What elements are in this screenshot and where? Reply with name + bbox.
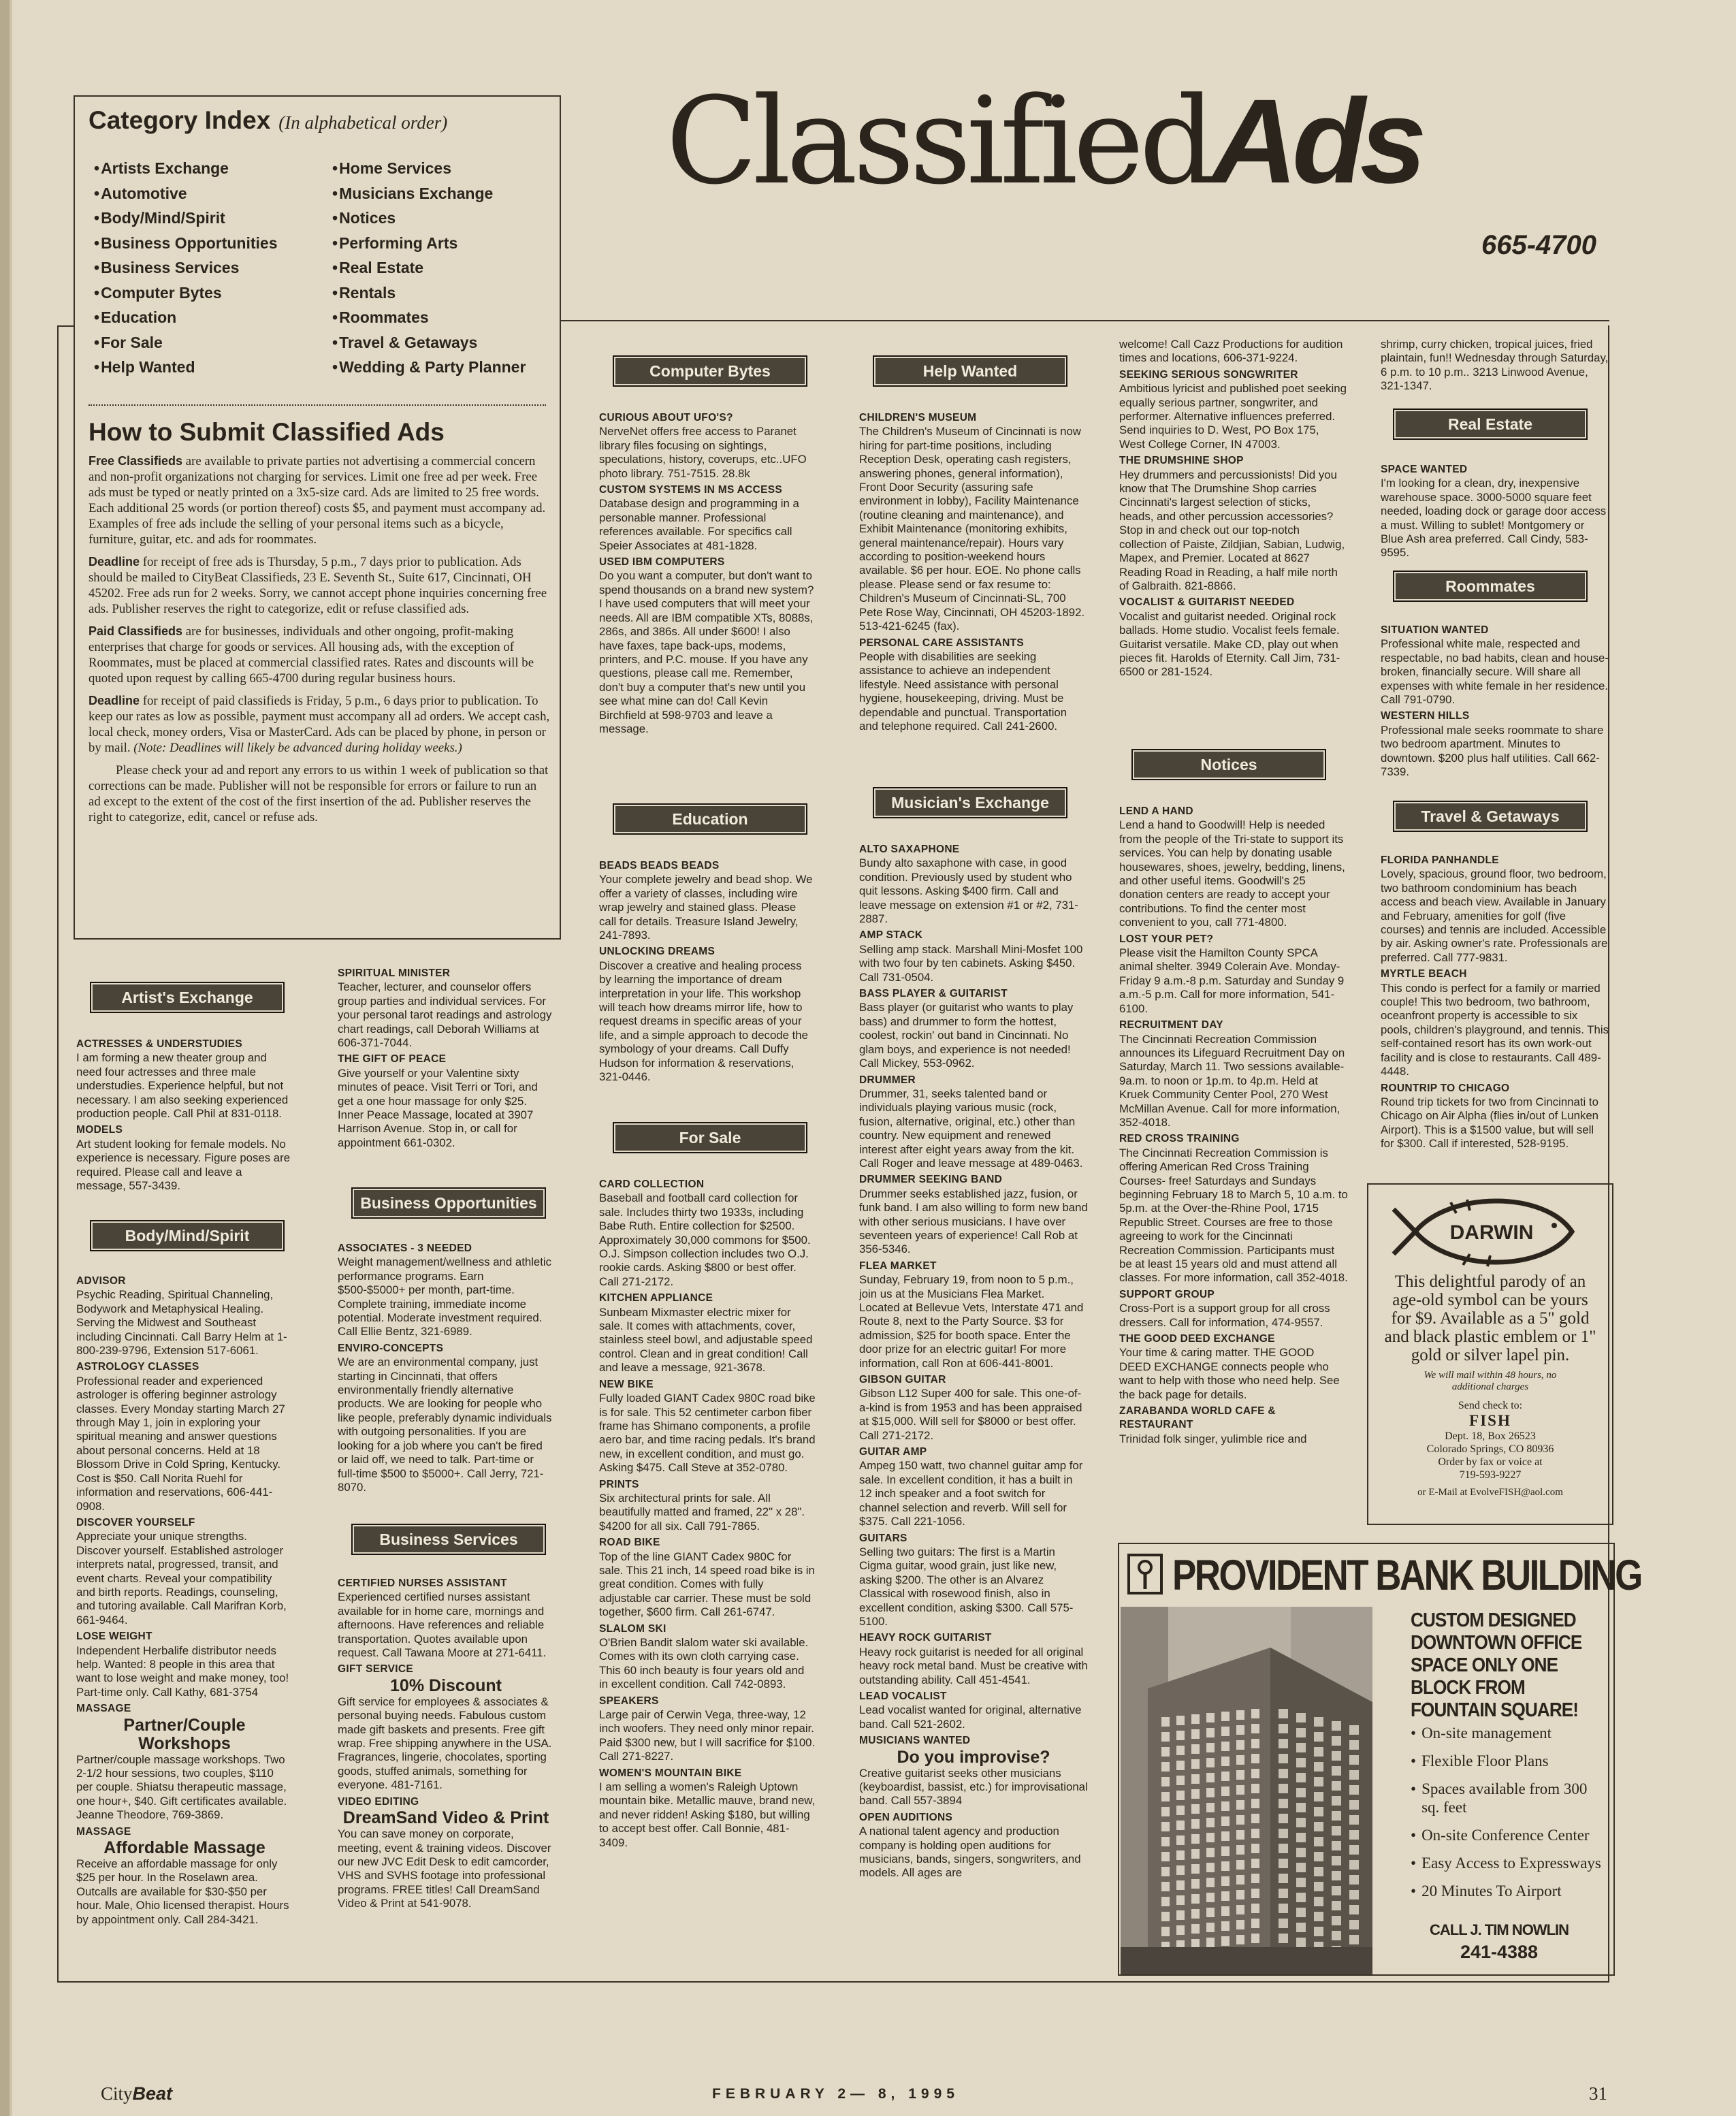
ad-heading: CHILDREN'S MUSEUM — [859, 412, 977, 423]
ad-body: Round trip tickets for two from Cincinnati to Chicago on Air Alpha (flies in/out of Lunken Airport). This is a $1500 value, but will sell for $300. Call if interested, 528-9195. — [1381, 1095, 1598, 1151]
ad-heading: ACTRESSES & UNDERSTUDIES — [76, 1038, 243, 1050]
ad-heading: SUPPORT GROUP — [1119, 1288, 1215, 1300]
ad-heading: SPIRITUAL MINISTER — [338, 967, 451, 979]
section-header-education: Education — [613, 803, 807, 835]
musicians-exchange-ads — [859, 840, 1088, 1970]
ad-body: Ambitious lyricist and published poet seeking equally serious partner, songwriter, and performer. Alternative influences preferred. Send inquiries to D. West, PO Box 175, West College Corner, IN 47003. — [1119, 382, 1347, 451]
section-header-travel: Travel & Getaways — [1393, 801, 1588, 832]
ad-body: Give yourself or your Valentine sixty minutes of peace. Visit Terri or Tori, and get a one hour massage for only $25. Inner Peace Massage, located at 3907 Harrison Avenue. Stop in, or call for appointment 661-0302. — [338, 1066, 538, 1149]
ad-body: The Cincinnati Recreation Commission announces its Lifeguard Recruitment Day on Saturday, March 11. Two sessions available- 9a.m. to noon or 1p.m. to 4p.m. Held at Kruek Community Center Pool, 270 West McMillan Avenue. Call for more information, 352-4018. — [1119, 1032, 1345, 1129]
musicians-exchange-ads-cont — [1119, 338, 1348, 739]
ad-heading: GUITARS — [859, 1532, 907, 1544]
ad-body: Your complete jewelry and bead shop. We offer a variety of classes, including wire wrap jewelry and stained glass. Please call for details. Treasure Island Jewelry, 241-7893. — [599, 873, 813, 942]
ad-heading: MASSAGE — [76, 1825, 131, 1838]
category-item: • Notices — [329, 209, 554, 227]
ad-heading: ROUNTRIP TO CHICAGO — [1381, 1082, 1510, 1094]
notices-ads-cont — [1381, 338, 1609, 399]
ad-heading: WOMEN'S MOUNTAIN BIKE — [599, 1767, 742, 1779]
ad-body: Fully loaded GIANT Cadex 980C road bike is for sale. This 52 centimeter carbon fiber frame has Shimano components, a profile aero bar, and time racing pedals. It's brand new, in excellent condition, and must go. Asking $475. Call Steve at 352-0780. — [599, 1392, 816, 1475]
bullet-icon: • — [1411, 1855, 1417, 1872]
ad-body: Partner/couple massage workshops. Two 2-1/2 hour sessions, two couples, $110 per couple. Shiatsu therapeutic massage, one hour+, $40. Gift certificates available. Jeanne Theodore, 769-3869. — [76, 1752, 287, 1822]
footer-logo: CityBeat — [101, 2083, 173, 2104]
howto-title: How to Submit Classified Ads — [89, 418, 445, 446]
ad-body: Gift service for employees & associates & personal buying needs. Fabulous custom made gift baskets and presents. Free gift wrap. Free shipping anywhere in the USA. Fragrances, lingerie, chocolates, sporting goods, stuffed animals, something for everyone. 481-7161. — [338, 1695, 552, 1792]
ad-heading: AMP STACK — [859, 929, 923, 942]
ad-body: Gibson L12 Super 400 for sale. This one-of-a-kind is from 1953 and has been appraised at $15,000. Will sell for $8000 or best offer. Call 271-2172. — [859, 1387, 1082, 1442]
footer-page-number: 31 — [1589, 2083, 1607, 2104]
provident-bullet-item — [1411, 1854, 1608, 1872]
provident-bullet-item — [1411, 1752, 1608, 1770]
section-header-help: Help Wanted — [873, 355, 1067, 387]
bullet-icon: • — [1411, 1780, 1417, 1797]
category-item: • Business Services — [91, 259, 316, 276]
ad-body: Selling two guitars: The first is a Martin Cigma guitar, wood grain, just like new, asking $200. The other is an Alvarez Classical with rosewood finish, also in excellent condition, asking $300. Call 575-5100. — [859, 1545, 1074, 1628]
ad-heading: DRUMMER SEEKING BAND — [859, 1174, 1003, 1186]
category-item: • Roommates — [329, 308, 554, 326]
ad-heading: RECRUITMENT DAY — [1119, 1019, 1223, 1031]
ad-heading: RED CROSS TRAINING — [1119, 1133, 1240, 1145]
section-header-artists: Artist's Exchange — [90, 982, 285, 1013]
ad-body: shrimp, curry chicken, tropical juices, fried plaintain, fun!! Wednesday through Saturday, 6 p.m. to 10 p.m.. 3213 Linwood Avenue, 321-1347. — [1381, 338, 1609, 393]
ad-heading: NEW BIKE — [599, 1378, 654, 1390]
ad-display-line: 10% Discount — [390, 1676, 502, 1695]
ad-heading: UNLOCKING DREAMS — [599, 946, 716, 958]
ad-body: Independent Herbalife distributor needs help. Wanted: 8 people in this area that want to lose weight and make money, too! Part-time only. Call Kathy, 681-3754 — [76, 1644, 289, 1699]
submission-rules: Free Classifieds are available to private parties not advertising a commercial concern and non-profit organizations not charging for services. Limit one free ad per week. Free ads must be typed or neatly printed on a 3x5-size card. Ads are limited to 25 free words. Each additional 25 words (or portion thereof) costs $5, and payment must accompany ad. Examples of free ads include the selling of your personal items such as a bicycle, furniture, guitar, etc. and ads for roommates. Deadline for receipt of free ads is Thursday, 5 p.m., 7 days prior to publication. Ads should be mailed to CityBeat Classifieds, 23 E. Seventh St., Suite 617, Cincinnati, OH 45202. Free ads run for 2 weeks. Sorry, we cannot accept phone inquiries concerning free ads. Publisher reserves the right to categorize, edit or refuse classified ads. Paid Classifieds are for businesses, individuals and other ongoing, profit-making enterprises that charge for goods or services. All housing ads, with the exception of Roommates, must be placed at commercial classified rates. Rates and discounts will be quoted upon request by calling 665-4700 during regular business hours. Deadline for receipt of paid classifieds is Friday, 5 p.m., 6 days prior to publication. To keep our rates as low as possible, payment must accompany all ad orders. We accept cash, local check, money orders, Visa or MasterCard. Ads can be placed by phone, in person or by mail. (Note: Deadlines will likely be advanced during holiday weeks.) Please check your ad and report any errors to us within 1 week of publication so that corrections can be made. Publisher will not be responsible for errors or failure to run an ad except to the extent of the cost of the first insertion of the ad. Publisher reserves the right to categorize, edit, cancel or refuse ads. — [89, 454, 550, 824]
bullet-icon: • — [1411, 1882, 1417, 1899]
ad-body: Hey drummers and percussionists! Did you know that The Drumshine Shop carries Cincinnati's largest selection of sticks, heads, and other percussion accessories? Stop in and check out our top-notch collection of Paiste, Zildjian, Sabian, Ludwig, Mapex, and Premier. Located at 8627 Reading Road in Reading, a half mile north of Galbraith. 821-8866. — [1119, 468, 1345, 592]
ad-body: Six architectural prints for sale. All beautifully matted and framed, 22" x 28". $4200 for all six. Call 791-7865. — [599, 1491, 805, 1533]
provident-title: PROVIDENT BANK BUILDING — [1172, 1552, 1641, 1599]
provident-bullet-text: On-site Conference Center — [1421, 1827, 1590, 1844]
category-item: • Artists Exchange — [91, 159, 316, 177]
ad-heading: LEND A HAND — [1119, 805, 1193, 817]
provident-bullet-text: Easy Access to Expressways — [1421, 1855, 1601, 1872]
ad-body: welcome! Call Cazz Productions for audition times and locations, 606-371-9224. — [1119, 338, 1343, 365]
provident-bullet-text: Spaces available from 300 sq. feet — [1421, 1780, 1588, 1816]
ad-heading: LOST YOUR PET? — [1119, 933, 1214, 945]
ad-body: Vocalist and guitarist needed. Original rock ballads. Home studio. Vocalist feels female. Guitarist versatile. Make CD, play out when pieces fit. Harolds of Eternity. Call Jim, 731-6500 or 281-1524. — [1119, 609, 1340, 679]
ad-heading: MODELS — [76, 1124, 123, 1136]
ad-body: Lead vocalist wanted for original, alternative band. Call 521-2602. — [859, 1703, 1082, 1731]
ad-heading: THE DRUMSHINE SHOP — [1119, 455, 1244, 467]
provident-bullet-item — [1411, 1780, 1608, 1816]
ad-body: This condo is perfect for a family or married couple! This two bedroom, two bathroom, oceanfront property is accessible to six pools, children's playground, and tennis. This self-contained resort has its own work-out facility and is close to restaurants. Call 489-4448. — [1381, 981, 1609, 1078]
provident-bullet-item — [1411, 1724, 1608, 1742]
provident-call: CALL J. TIM NOWLIN — [1429, 1921, 1569, 1938]
category-item: • Business Opportunities — [91, 234, 316, 252]
ad-body: Sunbeam Mixmaster electric mixer for sale. It comes with attachments, cover, stainless steel bowl, and adjustable speed control. Clean and in great condition! Call and leave a message, 921-3678. — [599, 1305, 813, 1375]
ad-heading: THE GOOD DEED EXCHANGE — [1119, 1333, 1275, 1345]
section-header-computer: Computer Bytes — [613, 355, 807, 387]
ad-heading: SLALOM SKI — [599, 1622, 666, 1635]
ad-heading: BASS PLAYER & GUITARIST — [859, 988, 1008, 1000]
ad-body: Professional white male, respected and respectable, no bad habits, clean and house-broken, financially secure. Will share all expenses with white female in her residence. Call 791-0790. — [1381, 637, 1609, 707]
ad-body: Database design and programming in a personable manner. Professional references available. For specifics call Speier Associates at 481-1828. — [599, 497, 799, 552]
ad-body: Bass player (or guitarist who wants to play bass) and drummer to form the hottest, coolest, rockin' out band in Cincinnati. No glam boys, and experience is not needed! Call Mickey, 553-0962. — [859, 1001, 1074, 1070]
page-binding-edge — [0, 0, 10, 2116]
ad-heading: CARD COLLECTION — [599, 1179, 705, 1190]
frame-top-right — [560, 320, 1609, 321]
ad-body: Drummer, 31, seeks talented band or individuals playing various music (rock, fusion, alternative, original, etc.) other than country. New equipment and renewed interest after eight years away from the kit. Call Roger and leave message at 489-0463. — [859, 1087, 1083, 1170]
ad-body: Professional reader and experienced astrologer is offering beginner astrology classes. Every Monday starting March 27 through May 1, join in exploring your spiritual meaning and answer questions about personal concerns. Held at 18 Blossom Drive in Cold Spring, Kentucky. Cost is $50. Call Norita Ruehl for information and reservations, 606-441-0908. — [76, 1374, 285, 1513]
ad-body: Weight management/wellness and athletic performance programs. Earn $500-$5000+ per month, part-time. Complete training, immediate income potential. Moderate investment required. Call Ellie Bentz, 321-6989. — [338, 1255, 552, 1338]
ad-heading: ASSOCIATES - 3 NEEDED — [338, 1243, 472, 1254]
category-item: • Rentals — [329, 284, 554, 302]
section-header-musician: Musician's Exchange — [873, 787, 1067, 818]
darwin-fish-ad: DARWIN This delightful parody of an age-old symbol can be yours for $9. Available as a 5" gold and black plastic emblem or 1" gold or silver lapel pin. We will mail within 48 hours, no additional charges Send check to: FISH Dept. 18, Box 26523 Colorado Springs, CO 80936 Order by fax or voice at 719-593-9227 or E-Mail at EvolveFISH@aol.com — [1367, 1183, 1613, 1525]
ad-heading: WESTERN HILLS — [1381, 710, 1470, 722]
ad-body: The Children's Museum of Cincinnati is now hiring for part-time positions, including Reception Desk, operating cash registers, answering phones, general information), Front Door Security (assuring safe environment in lobby), Facility Maintenance (routine cleaning and maintenance), and Exhibit Maintenance (monitoring exhibits, general maintenance/repair). Hours vary according to position-weekend hours available. $6 per hour. EOE. No phone calls please. Please send or fax resume to: Children's Museum of Cincinnati-SL, 700 Pete Rose Way, Cincinnati, OH 45203-1892. 513-421-6245 (fax). — [859, 425, 1085, 633]
ad-heading: THE GIFT OF PEACE — [338, 1053, 447, 1065]
provident-bullet-text: 20 Minutes To Airport — [1421, 1882, 1562, 1899]
ad-body: Large pair of Cerwin Vega, three-way, 12 inch woofers. They need only minor repair. Paid $300 new, but I will sacrifice for $100. Call 271-8227. — [599, 1708, 816, 1763]
ad-body: Art student looking for female models. No experience is necessary. Figure poses are required. Please call and leave a message, 557-3439. — [76, 1137, 291, 1193]
business-services-ads — [338, 1574, 554, 1962]
category-item: • Help Wanted — [91, 358, 316, 376]
ad-body: You can save money on corporate, meeting, event & training videos. Discover our new JVC Edit Desk to edit camcorder, VHS and SVHS footage into professional programs. FREE titles! Call DreamSand Video & Print at 541-9078. — [338, 1827, 551, 1910]
masthead-phone: 665-4700 — [1481, 230, 1597, 260]
ad-body: Receive an affordable massage for only $25 per hour. In the Roselawn area. Outcalls are available for $30-$50 per hour. Male, Ohio licensed therapist. Hours by appointment only. Call 284-3421. — [76, 1857, 289, 1926]
section-header-bizopp: Business Opportunities — [351, 1187, 546, 1219]
ad-body: The Cincinnati Recreation Commission is offering American Red Cross Training Courses- free! Saturdays and Sundays beginning February 18 to March 5, 10 a.m. to 5p.m. at the Over-the-Rhine Pool, 1715 Republic Street. Courses are free to those agreeing to work for the Cincinnati Recreation Commission. Participants must be at least 15 years old and must attend all classes. For more information, call 352-4018. — [1119, 1146, 1348, 1285]
ad-heading: PRINTS — [599, 1478, 639, 1490]
provident-bullet-text: On-site management — [1421, 1725, 1552, 1742]
ad-heading: ZARABANDA WORLD CAFE & RESTAURANT — [1119, 1405, 1276, 1431]
ad-heading: DISCOVER YOURSELF — [76, 1516, 195, 1528]
education-ads — [599, 856, 816, 1108]
ad-heading: DRUMMER — [859, 1074, 916, 1086]
ad-heading: GIFT SERVICE — [338, 1663, 413, 1676]
provident-bullet-item — [1411, 1826, 1608, 1844]
ad-body: Experienced certified nurses assistant available for in home care, mornings and afternoons. Have references and reliable transportation. Quotes available upon request. Call Tawana Moore at 271-6411. — [338, 1590, 547, 1660]
ad-display-line: Partner/Couple Workshops — [123, 1715, 246, 1753]
ad-heading: BEADS BEADS BEADS — [599, 860, 720, 871]
provident-bank-ad — [1118, 1543, 1641, 1976]
ad-body: Drummer seeks established jazz, fusion, or funk band. I am also willing to form new band with other serious musicians. I have over seventeen years of experience! Call Rob at 356-5346. — [859, 1187, 1088, 1256]
ad-body: Lend a hand to Goodwill! Help is needed from the people of the Tri-state to support its services. You can help by donating usable housewares, shoes, jewelry, bedding, linens, and other useful items. Goodwill's 25 donation centers are ready to accept your contributions. To find the center most convenient to you, call 771-4800. — [1119, 818, 1345, 929]
darwin-fish-icon — [1388, 1194, 1592, 1269]
ad-body: Selling amp stack. Marshall Mini-Mosfet 100 with two four by ten cabinets. Asking $450. Call 731-0504. — [859, 942, 1083, 984]
ad-body: O'Brien Bandit slalom water ski available. Comes with its own cloth carrying case. This 60 inch beauty is four years old and in excellent condition. Call 742-0893. — [599, 1636, 809, 1691]
ad-display-line: Do you improvise? — [897, 1747, 1050, 1767]
category-item: • Real Estate — [329, 259, 554, 276]
section-header-forsale: For Sale — [613, 1122, 807, 1153]
section-header-bizserv: Business Services — [351, 1524, 546, 1555]
ad-heading: CURIOUS ABOUT UFO'S? — [599, 412, 733, 423]
section-header-body: Body/Mind/Spirit — [90, 1220, 285, 1251]
for-sale-ads — [599, 1175, 816, 1965]
provident-bullets — [1411, 1724, 1608, 1910]
ad-body: Appreciate your unique strengths. Discover yourself. Established astrologer interprets natal, progressed, transit, and event charts. Reveal your compatibility and birth reports. Readings, counseling, and tutoring available. Call Marifran Korb, 661-9464. — [76, 1530, 287, 1626]
ad-display-line: Affordable Massage — [103, 1838, 266, 1858]
ad-heading: MASSAGE — [76, 1703, 131, 1715]
ad-heading: MUSICIANS WANTED — [859, 1735, 971, 1747]
category-item: • Education — [91, 308, 316, 326]
ad-body: Teacher, lecturer, and counselor offers group parties and individual services. For your personal tarot readings and astrology chart readings, call Deborah Williams at 606-371-7044. — [338, 980, 552, 1050]
help-wanted-ads — [859, 408, 1088, 776]
ad-heading: ALTO SAXAPHONE — [859, 844, 960, 855]
notices-ads — [1119, 802, 1348, 1524]
ad-body: I am forming a new theater group and need four actresses and three male understudies. Experience helpful, but not necessary. I am also seeking experienced production people. Call Phil at 831-0118. — [76, 1051, 289, 1121]
ad-body: Top of the line GIANT Cadex 980C for sale. This 21 inch, 14 speed road bike is in great condition. Comes with fully adjustable car carrier. These must be sold together, $600 firm. Call 261-6747. — [599, 1550, 815, 1619]
business-opportunities-ads — [338, 1239, 554, 1511]
artists-exchange-ads-cont — [338, 964, 554, 1176]
ad-body: A national talent agency and production company is holding open auditions for musicians, bands, singers, songwriters, and models. All ages are — [859, 1825, 1081, 1880]
building-photo — [1121, 1607, 1372, 1974]
page-binding-shadow — [10, 0, 12, 2116]
ad-body: Bundy alto saxaphone with case, in good condition. Previously used by student who quit lessons. Asking $400 firm. Call and leave message on extension #1 or #2, 731-2887. — [859, 856, 1078, 926]
real-estate-ads — [1381, 460, 1609, 562]
provident-bullet-item — [1411, 1882, 1608, 1900]
ad-heading: SPACE WANTED — [1381, 464, 1468, 475]
ad-heading: ASTROLOGY CLASSES — [76, 1361, 199, 1373]
ad-heading: SITUATION WANTED — [1381, 624, 1489, 636]
section-header-realestate: Real Estate — [1393, 408, 1588, 440]
bullet-icon: • — [1411, 1725, 1417, 1742]
ad-body: Lovely, spacious, ground floor, two bedroom, two bathroom condominium has beach access and beach view. Available in January and February, amenities for golf (five courses) and tennis are included. Accessible by air. Asking owner's rate. Professionals are preferred. Call 777-9831. — [1381, 867, 1608, 964]
ad-heading: GUITAR AMP — [859, 1446, 927, 1458]
bullet-icon: • — [1411, 1752, 1417, 1769]
ad-heading: FLEA MARKET — [859, 1260, 937, 1272]
ad-body: Do you want a computer, but don't want to spend thousands on a brand new system? I have used computers that will meet your needs. All are IBM compatible XTs, 8088s, 286s, and 386s. All under $600! I also have faxes, tape back-ups, modems, printers, and P.C. mouse. If you have any questions, please call me. Remember, don't buy a computer that's new until you see what mine can do! Call Kevin Birchfield at 598-9703 and leave a message. — [599, 569, 814, 735]
category-item: • Home Services — [329, 159, 554, 177]
ad-heading: OPEN AUDITIONS — [859, 1811, 953, 1823]
ad-body: Professional male seeks roommate to share two bedroom apartment. Minutes to downtown. $200 plus half utilities. Call 662-7339. — [1381, 723, 1604, 779]
ad-body: Ampeg 150 watt, two channel guitar amp for sale. In excellent condition, it has a built in 12 inch speaker and a foot switch for channel selection and reverb. Will sell for $375. Call 221-1056. — [859, 1459, 1083, 1528]
ad-heading: SPEAKERS — [599, 1695, 659, 1707]
provident-bullet-text: Flexible Floor Plans — [1421, 1752, 1549, 1769]
ad-heading: GIBSON GUITAR — [859, 1374, 946, 1386]
ad-body: Psychic Reading, Spiritual Channeling, Bodywork and Metaphysical Healing. Serving the Midwest and Southeast including Cincinnati. Call Barry Helm at 1-800-239-9796, Extension 517-6061. — [76, 1288, 287, 1358]
travel-getaways-ads — [1381, 851, 1609, 1174]
ad-heading: VOCALIST & GUITARIST NEEDED — [1119, 596, 1295, 609]
ad-heading: LEAD VOCALIST — [859, 1690, 947, 1702]
category-item: • Body/Mind/Spirit — [91, 209, 316, 227]
ad-body: People with disabilities are seeking assistance to achieve an independent lifestyle. Need assistance with personal hygiene, housekeeping, driving. Must be dependable and punctual. Transportation and telephone required. Call 241-2600. — [859, 650, 1067, 733]
ad-body: Please visit the Hamilton County SPCA animal shelter. 3949 Colerain Ave. Monday-Friday 9 a.m.-8 p.m. Saturday and Sunday 9 a.m.-5 p.m. Call for more information, 541-6100. — [1119, 946, 1345, 1015]
ad-heading: VIDEO EDITING — [338, 1795, 419, 1808]
ad-body: Sunday, February 19, from noon to 5 p.m., join us at the Musicians Flea Market. Located at Bellevue Vets, Interstate 471 and Route 8, next to the Party Source. $3 for admission, $25 for booth space. Enter the door prize for an electric guitar! For more information, call Ron at 606-441-8001. — [859, 1273, 1084, 1370]
ad-heading: ADVISOR — [76, 1275, 126, 1287]
ad-heading: CERTIFIED NURSES ASSISTANT — [338, 1577, 507, 1589]
footer-date: FEBRUARY 2— 8, 1995 — [712, 2086, 959, 2102]
ad-heading: HEAVY ROCK GUITARIST — [859, 1632, 992, 1644]
frame-top-left — [57, 325, 75, 327]
provident-phone: 241-4388 — [1460, 1942, 1539, 1962]
ad-heading: SEEKING SERIOUS SONGWRITER — [1119, 368, 1298, 381]
category-item: • For Sale — [91, 334, 316, 351]
ad-body: I am selling a women's Raleigh Uptown mountain bike. Metallic mauve, brand new, and never ridden! Asking $180, but willing to accept best offer. Call Bonnie, 481-3409. — [599, 1780, 816, 1849]
category-item: • Automotive — [91, 185, 316, 202]
ad-heading: ROAD BIKE — [599, 1537, 660, 1549]
ad-body: Discover a creative and healing process by learning the importance of dream interpretation in your life. This workshop will teach how dreams mirror life, how to request dreams in specific areas of your life, and a simple approach to decode the symbology of your dreams. Call Duffy Hudson for information & reservations, 321-0446. — [599, 959, 808, 1084]
masthead-title: ClassifiedAds — [666, 71, 1421, 211]
ad-body: Creative guitarist seeks other musicians (keyboardist, bassist, etc.) for improvisational band. Call 557-3894 — [859, 1766, 1088, 1808]
category-item: • Wedding & Party Planner — [329, 358, 554, 376]
ad-heading: FLORIDA PANHANDLE — [1381, 854, 1499, 866]
ad-body: Heavy rock guitarist is needed for all original heavy rock metal band. Must be creative with outstanding ability. Call 451-4541. — [859, 1645, 1088, 1686]
section-header-roommates: Roommates — [1393, 571, 1588, 602]
ad-heading: USED IBM COMPUTERS — [599, 556, 725, 568]
category-item: • Musicians Exchange — [329, 185, 554, 202]
ad-heading: ENVIRO-CONCEPTS — [338, 1342, 444, 1354]
ad-body: Your time & caring matter. THE GOOD DEED EXCHANGE connects people who want to help with those who need help. See the back page for details. — [1119, 1346, 1340, 1401]
computer-bytes-ads — [599, 408, 816, 790]
ad-heading: MYRTLE BEACH — [1381, 968, 1467, 980]
svg-text:DARWIN: DARWIN — [1449, 1221, 1534, 1244]
category-item: • Performing Arts — [329, 234, 554, 252]
provident-logo-icon — [1126, 1552, 1164, 1596]
artists-exchange-ads — [76, 1035, 293, 1205]
roommates-ads — [1381, 621, 1609, 791]
ad-body: I'm looking for a clean, dry, inexpensive warehouse space. 3000-5000 square feet needed, loading dock or garage door access a must. Willing to sublet! Montgomery or Blue Ash area preferred. Call Cindy, 583-9595. — [1381, 477, 1607, 560]
provident-headline: CUSTOM DESIGNED DOWNTOWN OFFICE SPACE ONLY ONE BLOCK FROM FOUNTAIN SQUARE! — [1411, 1609, 1582, 1721]
section-header-notices: Notices — [1131, 749, 1326, 780]
bullet-icon: • — [1411, 1827, 1417, 1844]
ad-body: Baseball and football card collection for sale. Includes thirty two 1933s, including Babe Ruth. Entire collection for $2500. Approximately 30,000 commons for $500. O.J. Simpson collection includes two O.J. rookie cards. Asking $800 or best offer. Call 271-2172. — [599, 1191, 811, 1288]
ad-heading: LOSE WEIGHT — [76, 1631, 152, 1643]
category-item: • Computer Bytes — [91, 284, 316, 302]
ad-heading: KITCHEN APPLIANCE — [599, 1292, 713, 1304]
ad-heading: CUSTOM SYSTEMS IN MS ACCESS — [599, 484, 783, 496]
ad-display-line: DreamSand Video & Print — [342, 1808, 549, 1828]
category-index-title: Category Index (In alphabetical order) — [89, 106, 448, 134]
ad-body: We are an environmental company, just starting in Cincinnati, that offers environmentally friendly alternative products. We are looking for people who like people, preferably dynamic individuals with outgoing personalities. If you are looking for a job where you can't be fired or laid off, we need to talk. Part-time or full-time $500 to $5000+. Call Jerry, 721-8070. — [338, 1356, 552, 1494]
ad-body: Trinidad folk singer, yulimble rice and — [1119, 1432, 1307, 1445]
category-item: • Travel & Getaways — [329, 334, 554, 351]
body-mind-spirit-ads — [76, 1272, 293, 1953]
ad-body: NerveNet offers free access to Paranet library files focusing on sightings, speculations, history, coverups, etc..UFO photo library. 751-7515. 28.8k — [599, 425, 807, 480]
ad-heading: PERSONAL CARE ASSISTANTS — [859, 637, 1025, 649]
ad-body: Cross-Port is a support group for all cross dressers. Call for information, 474-9557. — [1119, 1302, 1330, 1329]
